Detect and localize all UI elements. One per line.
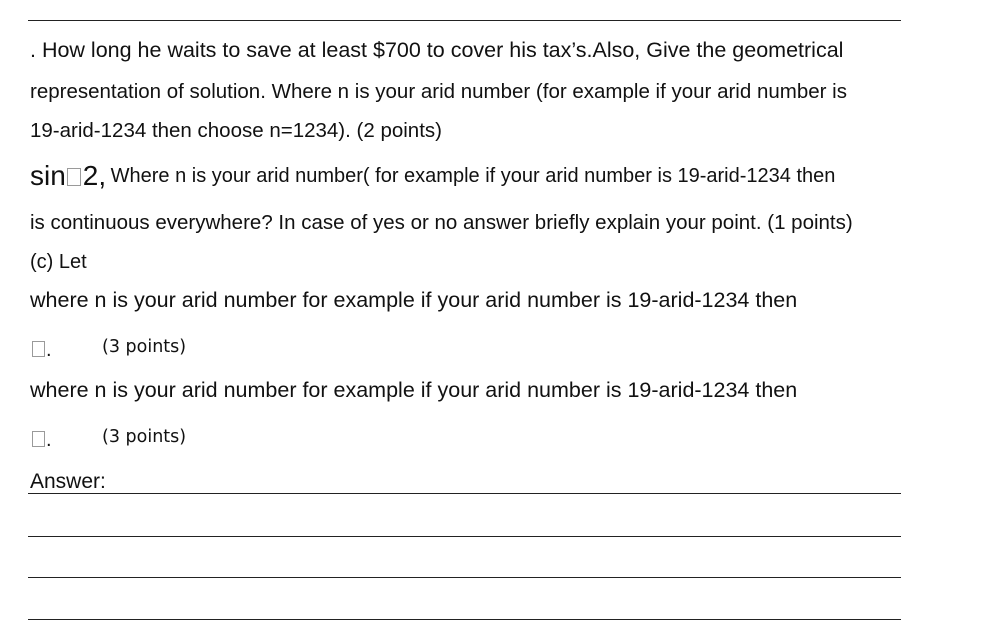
part-c-line-b: where n is your arid number for example if your arid number is 19-arid-1234 then	[30, 378, 798, 402]
part-c-label: (c) Let	[30, 251, 87, 273]
answer-line-2[interactable]	[28, 536, 901, 537]
marker-dot: .	[46, 429, 52, 451]
missing-glyph-icon	[32, 341, 45, 357]
question-text-line-2: representation of solution. Where n is your arid number (for example if your arid number is	[30, 80, 847, 103]
marker-dot: .	[46, 339, 52, 361]
answer-line-1[interactable]	[28, 493, 901, 494]
part-c-points-row-a	[30, 337, 330, 361]
top-divider-line	[28, 20, 901, 21]
answer-line-3[interactable]	[28, 577, 901, 578]
part-c-line-a: where n is your arid number for example if your arid number is 19-arid-1234 then	[30, 288, 798, 312]
sin-function-text: sin	[30, 160, 66, 191]
sin-expression-line	[30, 162, 835, 190]
missing-glyph-icon	[67, 168, 81, 186]
question-text-line-3: 19-arid-1234 then choose n=1234). (2 points)	[30, 119, 442, 142]
answer-line-4[interactable]	[28, 619, 901, 620]
points-marker-a	[32, 339, 52, 362]
points-label-b: (3 points)	[102, 427, 187, 447]
points-label-a: (3 points)	[102, 337, 187, 357]
points-marker-b	[32, 429, 52, 452]
missing-glyph-icon	[32, 431, 45, 447]
sin-line-description: Where n is your arid number( for example if your arid number is 19-arid-1234 then	[110, 165, 836, 187]
answer-label: Answer:	[30, 470, 106, 493]
continuity-question-line: is continuous everywhere? In case of yes or no answer briefly explain your point. (1 points)	[30, 211, 853, 234]
exponent-two-text: 2,	[82, 160, 107, 191]
question-text-line-1: . How long he waits to save at least $700 to cover his tax’s.Also, Give the geometrical	[30, 38, 844, 62]
part-c-points-row-b	[30, 427, 330, 451]
